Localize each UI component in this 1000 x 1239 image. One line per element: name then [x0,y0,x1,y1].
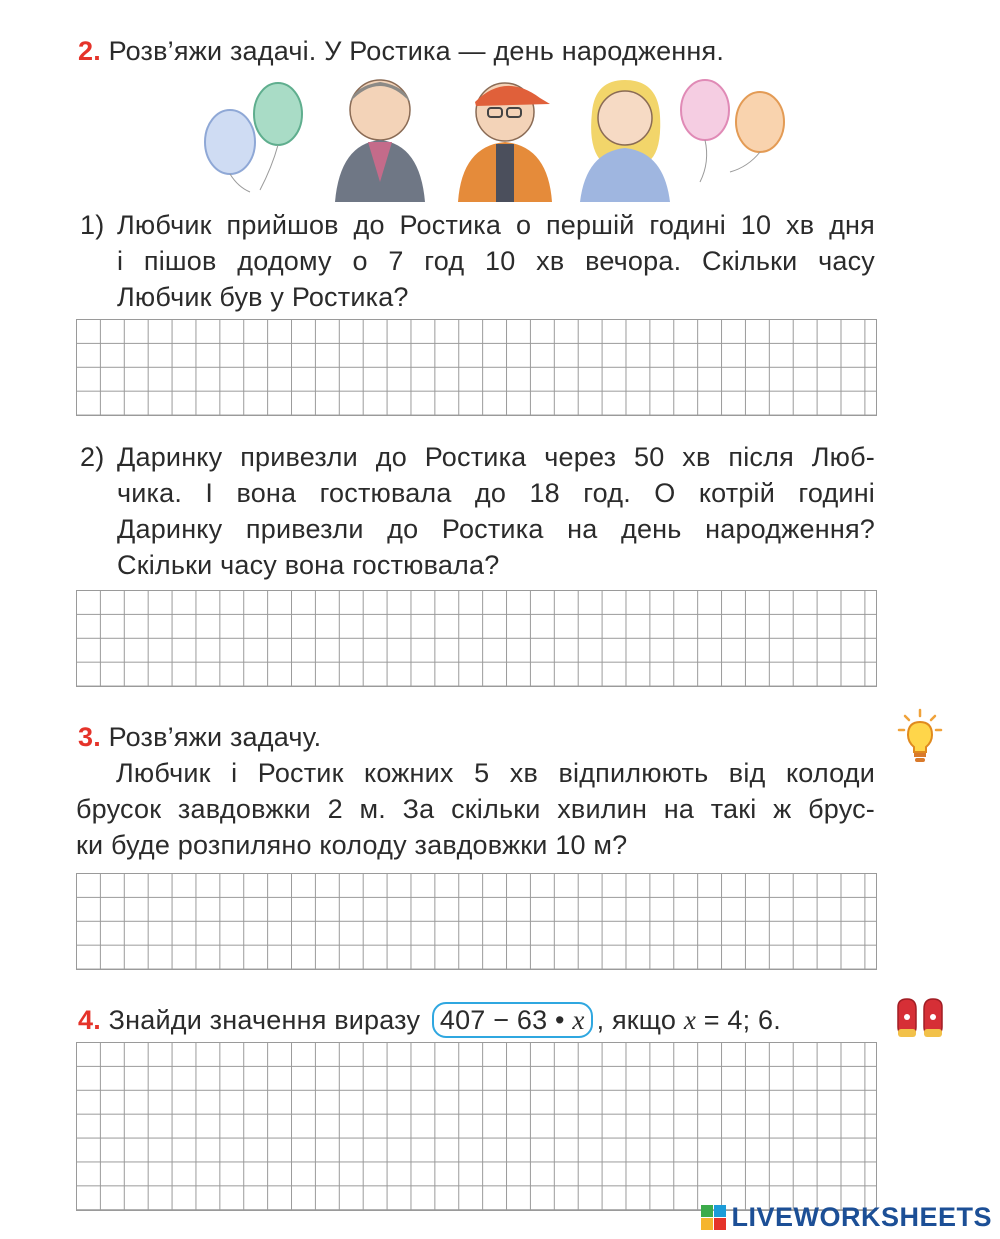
subtask2-line-1: Даринку привезли до Ростика через 50 хв після Люб- [117,442,875,472]
task3-line-3: ки буде розпиляно колоду завдовжки 10 м? [76,830,628,860]
birthday-illustration [200,72,800,202]
child-figure-2 [458,83,552,202]
subtask1-line-1: Любчик прийшов до Ростика о першій годині 10 хв дня [117,210,875,240]
subtask2-line-2: чика. І вона гостювала до 18 год. О котрій годині [117,478,875,508]
expression-box [432,1002,593,1038]
expression-text: 407 − 63 • [439,1005,565,1035]
liveworksheets-brand: LIVEWORKSHEETS [731,1202,992,1232]
answer-grid-subtask1[interactable] [76,319,877,416]
subtask1-number: 1) [80,210,105,240]
task4-text: Знайди значення виразу [108,1005,421,1035]
answer-grid-subtask2[interactable] [76,590,877,687]
balloon-orange [730,92,784,172]
task4-condition-prefix: , якщо [596,1005,677,1035]
liveworksheets-logo-icon [701,1205,727,1231]
task4-line [78,1002,781,1038]
task3-line-2: брусок завдовжки 2 м. За скільки хвилин на такі ж брус- [76,794,875,824]
balloon-blue [205,110,255,192]
subtask1-line-2: і пішов додому о 7 год 10 хв вечора. Скільки часу [117,246,875,276]
lightbulb-icon [897,708,943,764]
mittens-icon [893,997,947,1041]
child-figure-1 [335,80,425,202]
task3-heading-text: Розв’яжи задачу. [108,722,322,752]
subtask2-number: 2) [80,442,105,472]
answer-grid-task3[interactable] [76,873,877,970]
task4-number: 4. [78,1005,101,1035]
task3-line-1: Любчик і Ростик кожних 5 хв відпилюють від колоди [116,758,875,788]
task2-heading [78,34,724,68]
liveworksheets-logo [701,1202,992,1233]
task4-condition: = 4; 6. [703,1005,781,1035]
expression-variable: x [572,1005,585,1035]
subtask2-line-4: Скільки часу вона гостювала? [117,550,500,580]
balloon-pink [681,80,729,182]
child-figure-3 [580,80,670,202]
subtask1-line-3: Любчик був у Ростика? [117,282,409,312]
task2-number: 2. [78,36,101,66]
task3-heading [78,720,321,754]
subtask2-line-3: Даринку привезли до Ростика на день народження? [117,514,875,544]
condition-variable: x [683,1005,697,1035]
task2-heading-text: Розв’яжи задачі. У Ростика — день народження. [108,36,725,66]
answer-grid-task4[interactable] [76,1042,877,1211]
task3-number: 3. [78,722,101,752]
balloon-green [254,83,302,190]
